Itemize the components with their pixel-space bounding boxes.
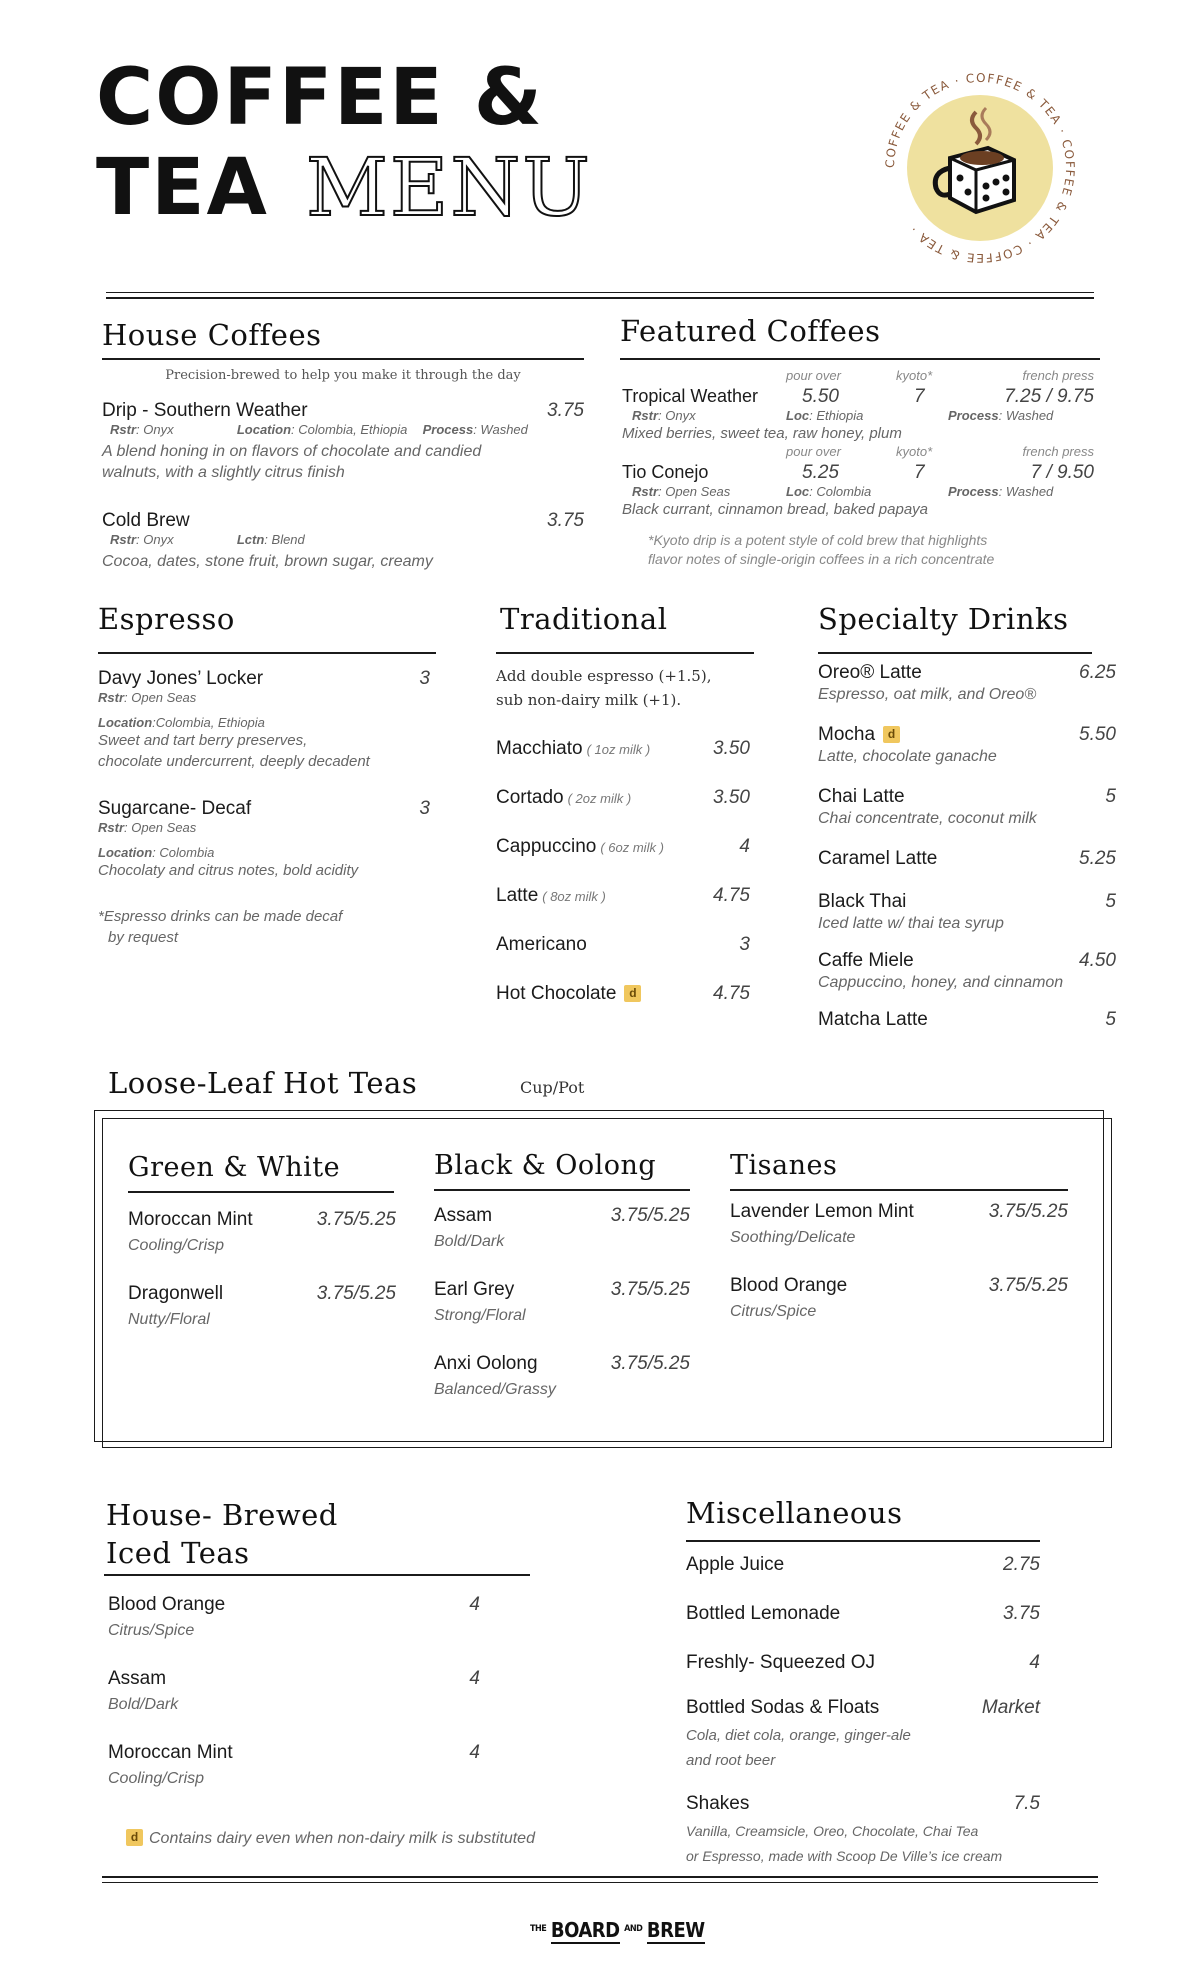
- price-kyoto: 7: [914, 386, 925, 407]
- black-oolong-heading: Black & Oolong: [434, 1150, 657, 1181]
- footer-brand-logo: $^{THE}$ BOARD $^{AND}$ BREW: [530, 1918, 705, 1942]
- specialty-list: [818, 662, 1116, 1039]
- title-tea: TEA: [96, 143, 269, 233]
- col-french-press: french press: [1022, 444, 1094, 459]
- price-pour-over: 5.50: [802, 386, 839, 407]
- specialty-item-caramel-latte: Caramel Latte 5.25: [818, 848, 1116, 869]
- black-oolong-rule: [434, 1189, 690, 1191]
- traditional-item-cortado: Cortado ( 2oz milk ) 3.50: [496, 787, 750, 808]
- item-meta-loc: Location: Colombia: [98, 845, 215, 860]
- col-kyoto: kyoto*: [896, 368, 933, 383]
- item-price: 3.75: [547, 400, 584, 421]
- traditional-item-hot-chocolate: Hot Chocolate d 4.75: [496, 983, 750, 1004]
- item-meta: Rstr: Onyx Location: Colombia, Ethiopia Process: Washed: [110, 422, 528, 437]
- hot-teas-heading: Loose-Leaf Hot Teas: [108, 1066, 418, 1100]
- item-desc: Mixed berries, sweet tea, raw honey, plum: [622, 425, 902, 442]
- traditional-heading: Traditional: [500, 602, 668, 636]
- iced-teas-heading: House- Brewed Iced Teas: [106, 1498, 338, 1570]
- item-meta-rstr: Rstr: Open Seas: [632, 484, 731, 499]
- bottom-divider-2: [102, 1882, 1098, 1883]
- green-white-column: [128, 1152, 396, 1357]
- green-white-heading: Green & White: [128, 1152, 341, 1183]
- dairy-badge-icon: d: [624, 985, 641, 1002]
- item-desc: A blend honing in on flavors of chocolate and candied walnuts, with a slightly citrus finish: [102, 443, 482, 481]
- espresso-item-1: [98, 668, 434, 772]
- specialty-item-mocha: Mocha d 5.50 Latte, chocolate ganache: [818, 724, 1116, 765]
- iced-tea-assam: Assam 4 Bold/Dark: [108, 1668, 480, 1713]
- featured-coffees-heading: Featured Coffees: [620, 314, 881, 348]
- col-pour-over: pour over: [786, 444, 841, 459]
- item-meta-loc: Loc: Colombia: [786, 484, 872, 499]
- decaf-note: *Espresso drinks can be made decaf by request: [98, 908, 343, 946]
- kyoto-note: *Kyoto drip is a potent style of cold brew that highlights flavor notes of single-origin coffees in a rich concentrate: [648, 532, 995, 567]
- tea-lavender-lemon-mint: Lavender Lemon Mint 3.75/5.25 Soothing/Delicate: [730, 1201, 1068, 1246]
- price-pour-over: 5.25: [802, 462, 839, 483]
- item-desc: Black currant, cinnamon bread, baked papaya: [622, 501, 929, 518]
- item-meta-loc: Loc: Ethiopia: [786, 408, 864, 423]
- specialty-item-matcha-latte: Matcha Latte 5: [818, 1009, 1116, 1030]
- house-coffees-heading: House Coffees: [102, 318, 322, 352]
- title-menu: MENU: [306, 141, 592, 234]
- traditional-note: Add double espresso (+1.5), sub non-dairy milk (+1).: [496, 667, 712, 709]
- traditional-item-americano: Americano 3: [496, 934, 750, 955]
- cup-pot-label: Cup/Pot: [520, 1078, 585, 1097]
- house-coffees-tagline: Precision-brewed to help you make it through the day: [165, 368, 521, 383]
- tea-dragonwell: Dragonwell 3.75/5.25 Nutty/Floral: [128, 1283, 396, 1328]
- specialty-rule: [818, 652, 1092, 654]
- item-name: Sugarcane- Decaf: [98, 798, 252, 819]
- black-oolong-column: [434, 1150, 690, 1427]
- featured-coffee-item-1: [620, 368, 1100, 443]
- item-meta-rstr: Rstr: Open Seas: [98, 690, 197, 705]
- item-meta-rstr: Rstr: Open Seas: [98, 820, 197, 835]
- house-coffees-rule: [102, 358, 584, 360]
- traditional-item-latte: Latte ( 8oz milk ) 4.75: [496, 885, 750, 906]
- item-desc: Chocolaty and citrus notes, bold acidity: [98, 862, 359, 879]
- item-meta: Rstr: Onyx Lctn: Blend: [110, 532, 305, 547]
- misc-rule: [686, 1540, 1040, 1542]
- item-name: Drip - Southern Weather: [102, 400, 308, 421]
- misc-bottled-lemonade: Bottled Lemonade 3.75: [686, 1603, 1040, 1624]
- title-line-1: COFFEE &: [96, 53, 544, 143]
- tisanes-heading: Tisanes: [730, 1150, 838, 1181]
- tisanes-column: [730, 1150, 1068, 1349]
- top-divider-1: [106, 292, 1094, 293]
- col-french-press: french press: [1022, 368, 1094, 383]
- specialty-item-chai-latte: Chai Latte 5 Chai concentrate, coconut milk: [818, 786, 1116, 827]
- specialty-item-caffe-miele: Caffe Miele 4.50 Cappuccino, honey, and cinnamon: [818, 950, 1116, 991]
- tea-anxi-oolong: Anxi Oolong 3.75/5.25 Balanced/Grassy: [434, 1353, 690, 1398]
- tea-moroccan-mint: Moroccan Mint 3.75/5.25 Cooling/Crisp: [128, 1209, 396, 1254]
- traditional-item-macchiato: Macchiato ( 1oz milk ) 3.50: [496, 738, 750, 759]
- item-meta-process: Process: Washed: [948, 408, 1054, 423]
- specialty-item-black-thai: Black Thai 5 Iced latte w/ thai tea syrup: [818, 891, 1116, 932]
- item-price: 3: [419, 668, 430, 689]
- traditional-rule: [496, 652, 754, 654]
- bottom-divider-1: [102, 1876, 1098, 1878]
- dairy-badge-icon: d: [883, 726, 900, 743]
- tisanes-rule: [730, 1189, 1068, 1191]
- espresso-heading: Espresso: [98, 602, 235, 636]
- featured-coffee-item-2: [620, 444, 1100, 519]
- item-name: Tio Conejo: [622, 462, 709, 482]
- green-white-rule: [128, 1191, 394, 1193]
- dairy-badge-icon: d: [126, 1829, 143, 1846]
- house-coffee-item-1: [102, 400, 584, 483]
- misc-apple-juice: Apple Juice 2.75: [686, 1554, 1040, 1575]
- item-name: Davy Jones’ Locker: [98, 668, 264, 689]
- top-divider-2: [106, 297, 1094, 299]
- traditional-item-cappuccino: Cappuccino ( 6oz milk ) 4: [496, 836, 750, 857]
- featured-coffees-rule: [620, 358, 1100, 360]
- misc-sodas-floats: Bottled Sodas & Floats Market Cola, diet cola, orange, ginger-ale and root beer: [686, 1697, 1040, 1769]
- tea-assam: Assam 3.75/5.25 Bold/Dark: [434, 1205, 690, 1250]
- price-french-press: 7.25 / 9.75: [1004, 386, 1094, 407]
- col-kyoto: kyoto*: [896, 444, 933, 459]
- item-name: Tropical Weather: [622, 386, 759, 406]
- item-name: Cold Brew: [102, 510, 190, 531]
- item-meta-rstr: Rstr: Onyx: [632, 408, 696, 423]
- traditional-list: [496, 738, 750, 1032]
- col-pour-over: pour over: [786, 368, 841, 383]
- misc-list: [686, 1554, 1040, 1873]
- iced-tea-blood-orange: Blood Orange 4 Citrus/Spice: [108, 1594, 480, 1639]
- specialty-item-oreo-latte: Oreo® Latte 6.25 Espresso, oat milk, and Oreo®: [818, 662, 1116, 703]
- iced-tea-moroccan-mint: Moroccan Mint 4 Cooling/Crisp: [108, 1742, 480, 1787]
- iced-teas-rule: [104, 1574, 530, 1576]
- item-desc: Cocoa, dates, stone fruit, brown sugar, creamy: [102, 553, 433, 570]
- item-meta-process: Process: Washed: [948, 484, 1054, 499]
- tea-earl-grey: Earl Grey 3.75/5.25 Strong/Floral: [434, 1279, 690, 1324]
- tea-blood-orange: Blood Orange 3.75/5.25 Citrus/Spice: [730, 1275, 1068, 1320]
- iced-teas-list: [108, 1594, 480, 1816]
- price-kyoto: 7: [914, 462, 925, 483]
- misc-fresh-oj: Freshly- Squeezed OJ 4: [686, 1652, 1040, 1673]
- item-price: 3.75: [547, 510, 584, 531]
- item-meta-loc: Location:Colombia, Ethiopia: [98, 715, 265, 730]
- item-price: 3: [419, 798, 430, 819]
- logo-ring-text: COFFEE & TEA · COFFEE & TEA · COFFEE & TEA · COFFEE & TEA ·: [882, 70, 1078, 266]
- specialty-heading: Specialty Drinks: [818, 602, 1069, 636]
- dairy-legend: d Contains dairy even when non-dairy milk is substituted: [126, 1828, 535, 1849]
- misc-heading: Miscellaneous: [686, 1496, 903, 1530]
- espresso-rule: [98, 652, 436, 654]
- espresso-item-2: [98, 798, 434, 881]
- price-french-press: 7 / 9.50: [1030, 462, 1094, 483]
- misc-shakes: Shakes 7.5 Vanilla, Creamsicle, Oreo, Chocolate, Chai Tea or Espresso, made with Scoop De Ville’s ice cream: [686, 1793, 1040, 1864]
- item-desc: Sweet and tart berry preserves, chocolate undercurrent, deeply decadent: [98, 732, 370, 770]
- logo-badge: [880, 46, 1080, 276]
- house-coffee-item-2: [102, 510, 584, 572]
